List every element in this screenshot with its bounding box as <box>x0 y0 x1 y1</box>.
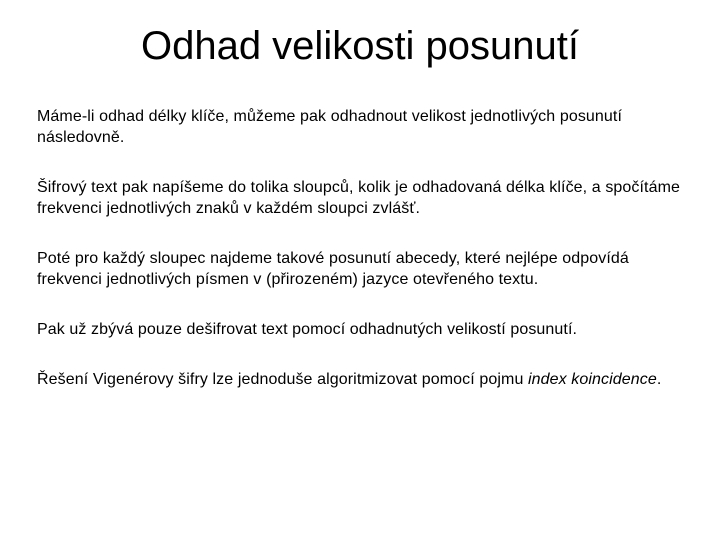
slide-body <box>37 106 697 419</box>
paragraph-text-after: . <box>656 371 662 388</box>
paragraph-index-coincidence <box>37 369 697 390</box>
slide-title: Odhad velikosti posunutí <box>140 24 580 68</box>
index-koincidence-term: index koincidence <box>528 371 657 388</box>
paragraph-key-length: Máme-li odhad délky klíče, můžeme pak odhadnout velikost jednotlivých posunutí následovně. <box>37 108 623 146</box>
paragraph-shift-per-column: Poté pro každý sloupec najdeme takové posunutí abecedy, které nejlépe odpovídá frekvenci jednotlivých písmen v (přirozeném) jazyce otevřeného textu. <box>37 250 629 288</box>
paragraph-decrypt: Pak už zbývá pouze dešifrovat text pomocí odhadnutých velikostí posunutí. <box>37 321 578 338</box>
paragraph-text-before: Řešení Vigenérovy šifry lze jednoduše algoritmizovat pomocí pojmu <box>37 371 528 388</box>
paragraph-columns: Šifrový text pak napíšeme do tolika sloupců, kolik je odhadovaná délka klíče, a spočítáme frekvenci jednotlivých znaků v každém sloupci zvlášť. <box>37 179 681 217</box>
